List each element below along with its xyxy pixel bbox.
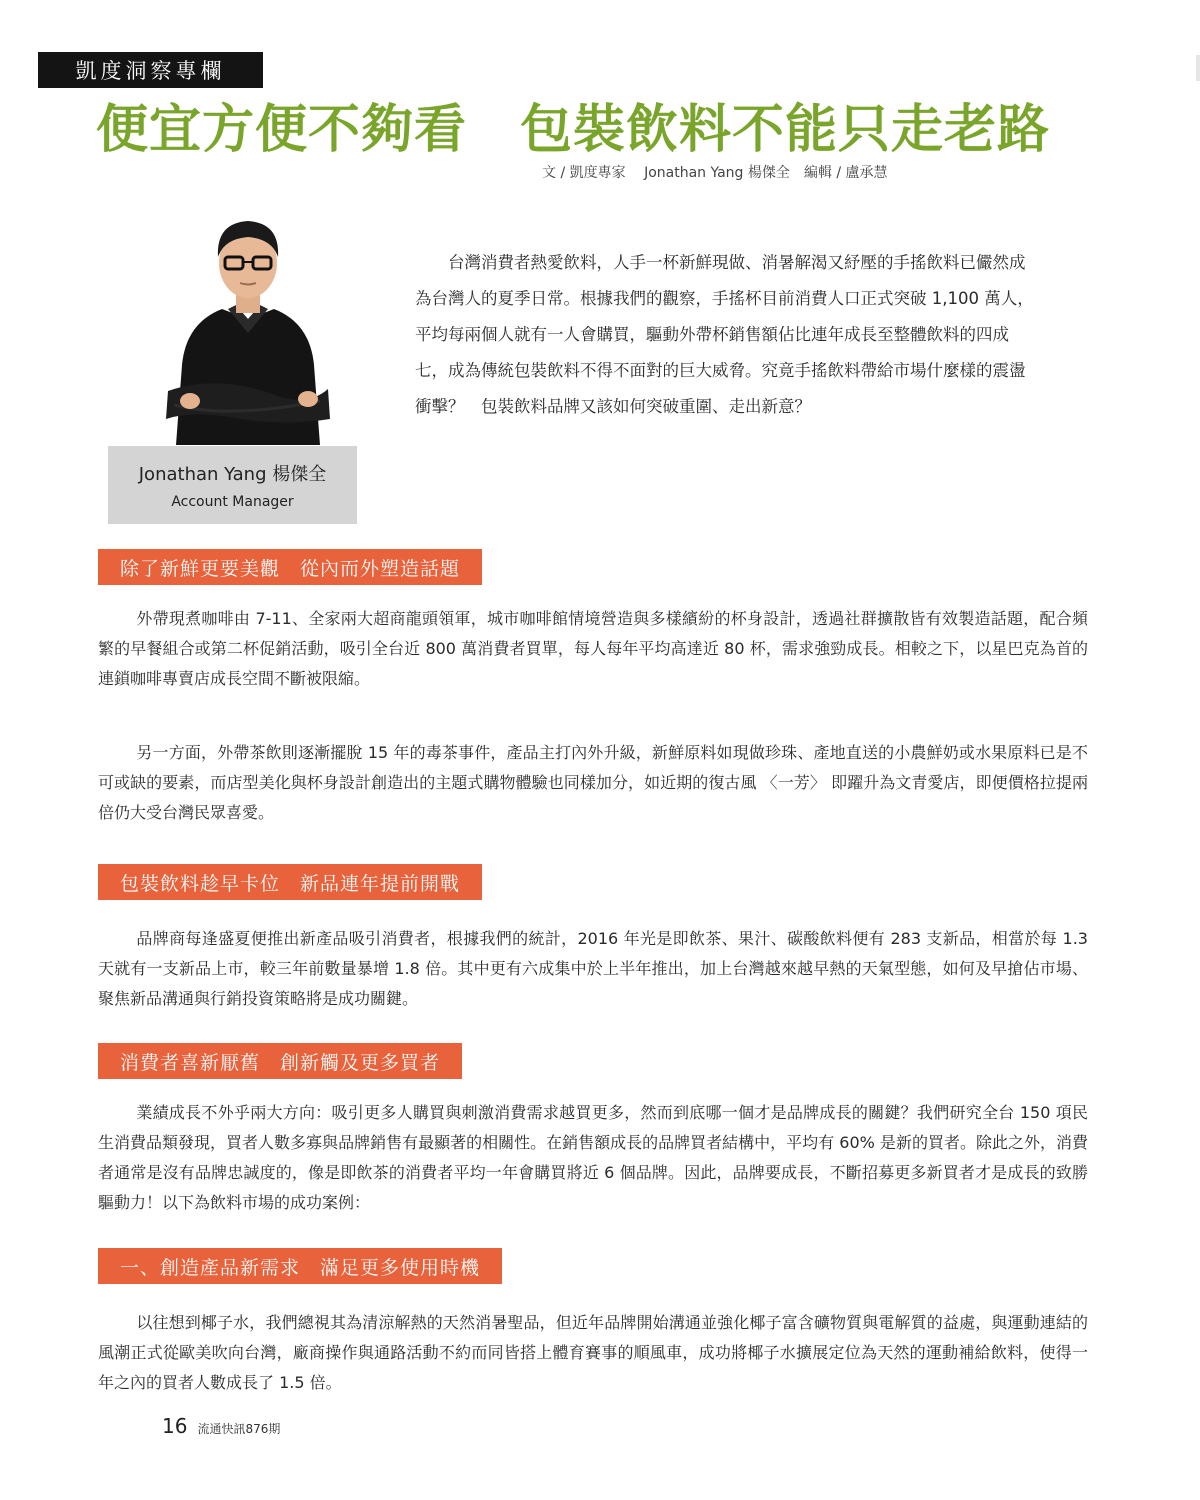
section-4-paragraph-1: 以往想到椰子水，我們總視其為清涼解熱的天然消暑聖品，但近年品牌開始溝通並強化椰子富含礦物質與電解質的益處，與運動連結的風潮正式從歐美吹向台灣，廠商操作與通路活動不約而同皆搭上體育賽事的順風車，成功將椰子水擴展定位為天然的運動補給飲料，使得一年之內的買者人數成長了 1.5 倍。 <box>98 1313 1088 1392</box>
section-3-paragraph-1: 業績成長不外乎兩大方向：吸引更多人購買與刺激消費需求越買更多，然而到底哪一個才是品牌成長的關鍵？我們研究全台 150 項民生消費品類發現，買者人數多寡與品牌銷售有最顯著的相關性。在銷售額成長的品牌買者結構中，平均有 60% 是新的買者。除此之外，消費者通常是沒有品牌忠誠度的，像是即飲茶的消費者平均一年會購買將近 6 個品牌。因此，品牌要成長，不斷招募更多新買者才是成長的致勝驅動力！以下為飲料市場的成功案例： <box>98 1103 1088 1212</box>
author-caption <box>108 446 357 524</box>
author-name: Jonathan Yang 楊傑全 <box>138 464 327 485</box>
page-number: 16 <box>162 1414 188 1438</box>
column-tag: 凱度洞察專欄 <box>38 52 263 88</box>
author-role: Account Manager <box>171 494 294 510</box>
intro-paragraph: 台灣消費者熱愛飲料，人手一杯新鮮現做、消暑解渴又紓壓的手搖飲料已儼然成為台灣人的夏季日常。根據我們的觀察，手搖杯目前消費人口正式突破 1,100 萬人，平均每兩個人就有一人會購買，驅動外帶杯銷售額佔比連年成長至整體飲料的四成七，成為傳統包裝飲料不得不面對的巨大威脅。究竟手搖飲料帶給市場什麼樣的震盪衝擊？ 包裝飲料品牌又該如何突破重圍、走出新意？ <box>415 253 1034 416</box>
page-footer <box>162 1414 280 1438</box>
author-photo <box>160 205 336 445</box>
section-1-paragraph-1: 外帶現煮咖啡由 7-11、全家兩大超商龍頭領軍，城市咖啡館情境營造與多樣繽紛的杯身設計，透過社群擴散皆有效製造話題，配合頻繁的早餐組合或第二杯促銷活動，吸引全台近 800 萬消費者買單，每人每年平均高達近 80 杯，需求強勁成長。相較之下，以星巴克為首的連鎖咖啡專賣店成長空間不斷被限縮。 <box>98 609 1088 688</box>
section-heading-4: 一、創造產品新需求 滿足更多使用時機 <box>98 1248 502 1284</box>
article-title: 便宜方便不夠看 包裝飲料不能只走老路 <box>96 100 1051 160</box>
section-heading-1: 除了新鮮更要美觀 從內而外塑造話題 <box>98 549 482 585</box>
section-2-paragraph-1: 品牌商每逢盛夏便推出新產品吸引消費者，根據我們的統計，2016 年光是即飲茶、果汁、碳酸飲料便有 283 支新品，相當於每 1.3 天就有一支新品上市，較三年前數量暴增 1.8 倍。其中更有六成集中於上半年推出，加上台灣越來越早熱的天氣型態，如何及早搶佔市場、聚焦新品溝通與行銷投資策略將是成功關鍵。 <box>98 929 1088 1008</box>
page-edge-mark <box>1196 55 1200 81</box>
byline: 文 / 凱度專家 Jonathan Yang 楊傑全 編輯 / 盧承慧 <box>542 165 888 181</box>
section-heading-2: 包裝飲料趁早卡位 新品連年提前開戰 <box>98 864 482 900</box>
section-heading-3: 消費者喜新厭舊 創新觸及更多買者 <box>98 1043 462 1079</box>
publication-name: 流通快訊876期 <box>197 1422 281 1436</box>
section-1-paragraph-2: 另一方面，外帶茶飲則逐漸擺脫 15 年的毒茶事件，產品主打內外升級，新鮮原料如現做珍珠、產地直送的小農鮮奶或水果原料已是不可或缺的要素，而店型美化與杯身設計創造出的主題式購物體驗也同樣加分，如近期的復古風 〈一芳〉 即躍升為文青愛店，即便價格拉提兩倍仍大受台灣民眾喜愛。 <box>98 743 1088 822</box>
